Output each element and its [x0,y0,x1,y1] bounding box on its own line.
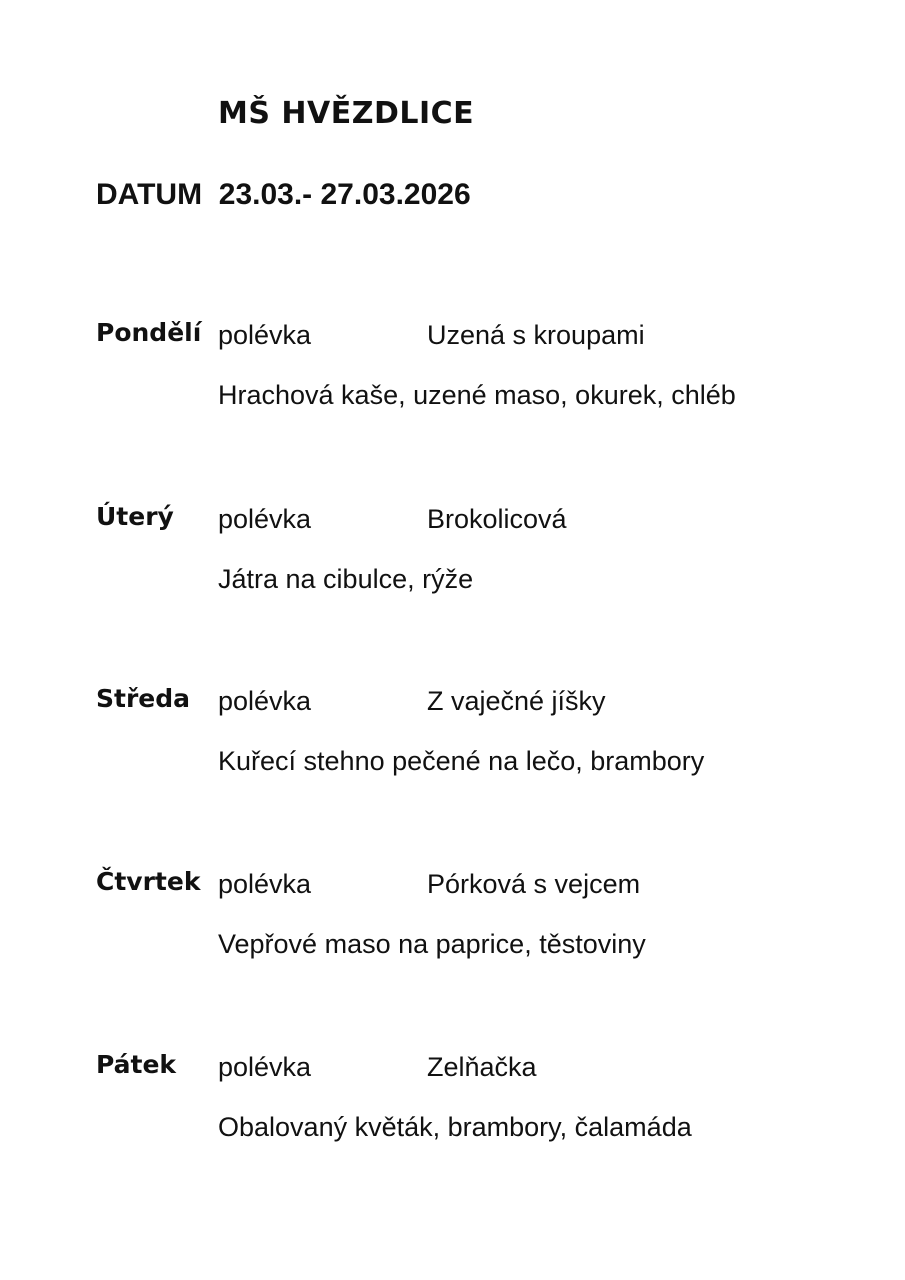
main-dish: Vepřové maso na paprice, těstoviny [218,929,646,959]
soup-label: polévka [218,320,312,350]
main-dish: Hrachová kaše, uzené maso, okurek, chléb [218,380,736,410]
school-title: MŠ HVĚZDLICE [218,96,475,131]
soup-label: polévka [218,504,312,534]
soup-label: polévka [218,1052,312,1082]
day-name: Pátek [96,1050,177,1079]
soup-label: polévka [218,869,312,899]
soup-name: Pórková s vejcem [427,869,641,899]
day-name: Pondělí [96,318,202,347]
main-dish: Obalovaný květák, brambory, čalamáda [218,1112,692,1142]
day-name: Čtvrtek [96,867,201,896]
soup-name: Uzená s kroupami [427,320,645,350]
main-dish: Kuřecí stehno pečené na lečo, brambory [218,746,705,776]
day-name: Středa [96,684,191,713]
day-friday [0,1050,905,1170]
day-name: Úterý [96,502,174,531]
soup-label: polévka [218,686,312,716]
date-label: DATUM [96,178,203,211]
date-range: 23.03.- 27.03.2026 [218,178,471,211]
day-wednesday [0,684,905,804]
soup-name: Z vaječné jíšky [427,686,606,716]
soup-name: Brokolicová [427,504,567,534]
main-dish: Játra na cibulce, rýže [218,564,474,594]
soup-name: Zelňačka [427,1052,537,1082]
day-tuesday [0,502,905,622]
date-line [96,178,471,212]
day-thursday [0,867,905,987]
day-monday [0,318,905,438]
